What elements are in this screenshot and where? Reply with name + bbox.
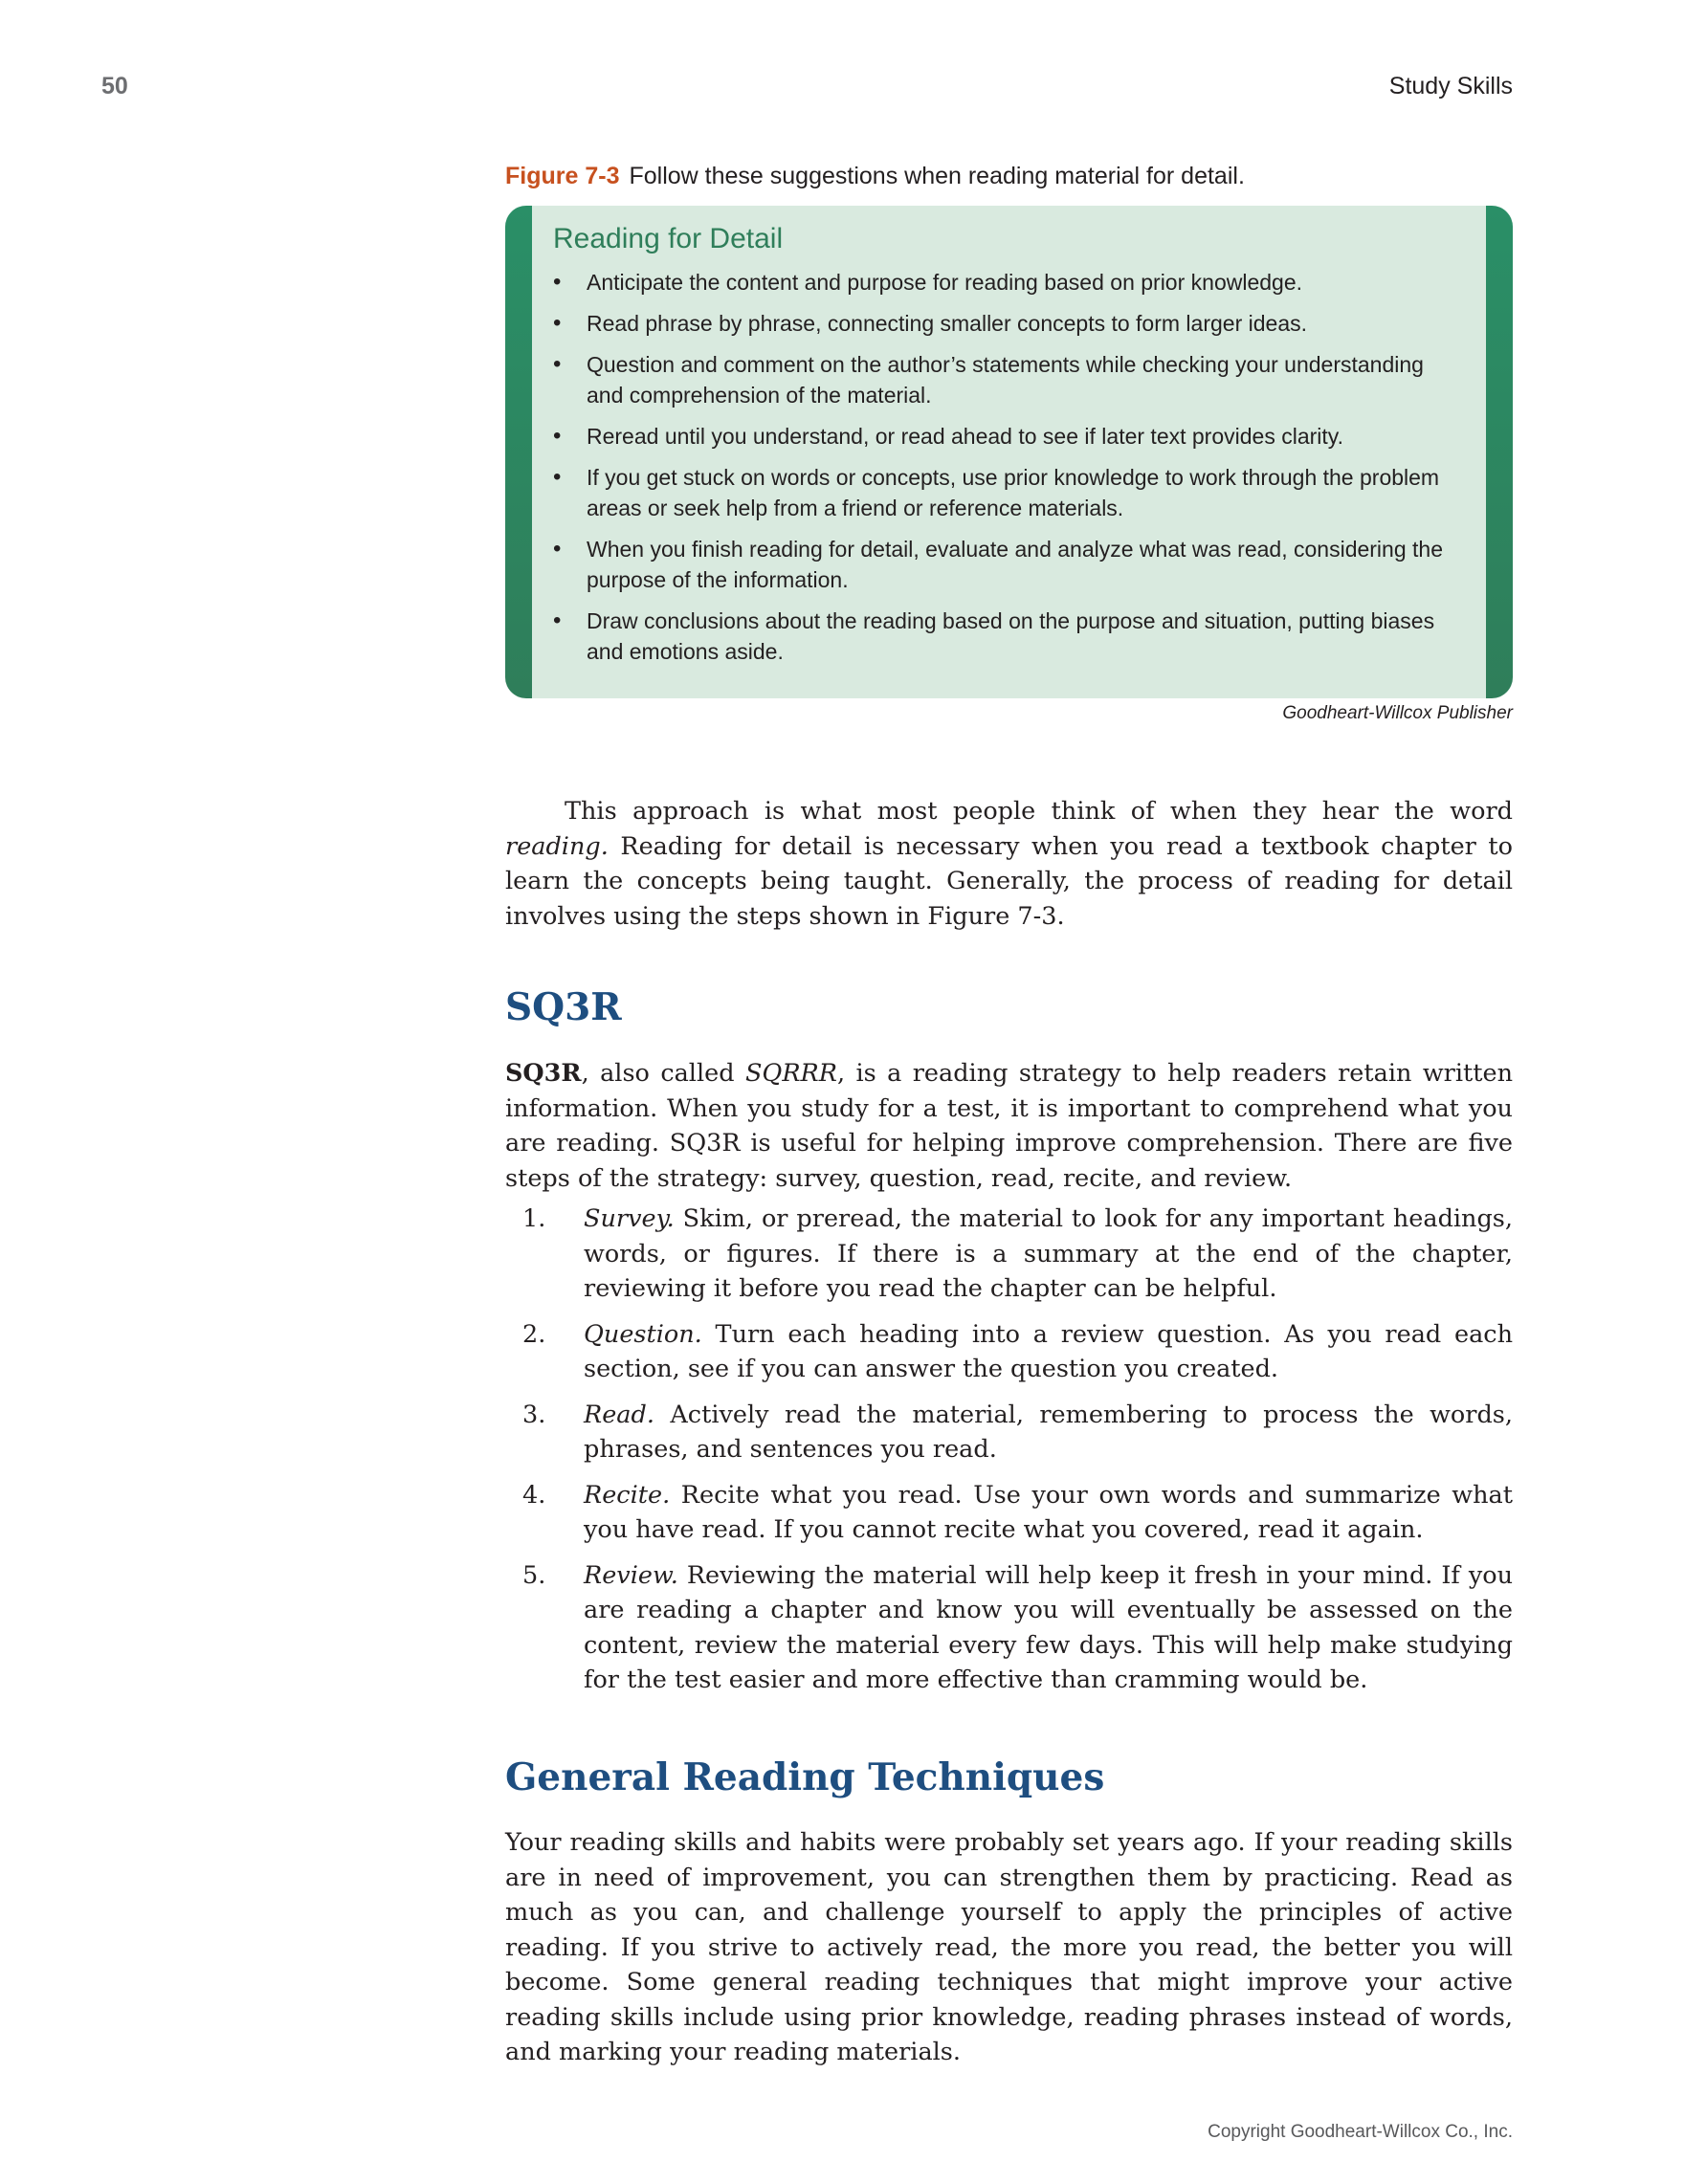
list-item: 5. Review. Reviewing the material will help keep it fresh in your mind. If you are reading a chapter and know you will eventually be assessed on the content, review the material every few days. This will help make studying for the test easier and more effective than cramming would be.	[522, 1560, 1513, 1694]
list-item: 3. Read. Actively read the material, remembering to process the words, phrases, and sentences you read.	[522, 1400, 1513, 1464]
section-heading-sq3r: SQ3R	[505, 985, 622, 1029]
bullet-icon: •	[553, 269, 562, 295]
figure-caption-text: Follow these suggestions when reading material for detail.	[629, 163, 1245, 189]
bullet-icon: •	[553, 607, 562, 633]
intro-paragraph: This approach is what most people think of when they hear the word reading. Reading for detail is necessary when you read a textbook chapter to learn the concepts being taught. Generally, the process of reading for detail involves using the steps shown in Figure 7-3.	[505, 797, 1513, 931]
list-item: 4. Recite. Recite what you read. Use your own words and summarize what you have read. If you cannot recite what you covered, read it again.	[522, 1480, 1513, 1544]
sq3r-paragraph: SQ3R, also called SQRRR, is a reading strategy to help readers retain written information. When you study for a test, it is important to comprehend what you are reading. SQ3R is useful for helping improve comprehension. There are five steps of the strategy: survey, question, read, recite, and review.	[505, 1059, 1513, 1193]
bullet-icon: •	[553, 310, 562, 336]
bullet-icon: •	[553, 464, 562, 490]
figure-box-title: Reading for Detail	[553, 223, 784, 254]
copyright-footer: Copyright Goodheart-Willcox Co., Inc.	[1208, 2122, 1513, 2142]
page-number: 50	[101, 73, 128, 99]
list-item: 1. Survey. Skim, or preread, the material to look for any important headings, words, or figures. If there is a summary at the end of the chapter, reviewing it before you read the chapter can be helpful.	[522, 1204, 1513, 1303]
list-item: • Question and comment on the author’s statements while checking your understanding and comprehension of the material.	[553, 351, 1424, 408]
list-item: • If you get stuck on words or concepts, use prior knowledge to work through the problem areas or seek help from a friend or reference materials.	[553, 464, 1440, 520]
bullet-icon: •	[553, 423, 562, 449]
running-header: Study Skills	[1388, 73, 1513, 99]
emphasis: reading.	[505, 831, 609, 861]
figure-list	[553, 267, 1465, 667]
list-item: • Anticipate the content and purpose for reading based on prior knowledge.	[553, 267, 1465, 298]
figure-label: Figure 7-3	[505, 163, 620, 189]
alt-term: SQRRR	[744, 1059, 837, 1088]
figure-box-left-bar	[505, 206, 532, 698]
list-item: 2. Question. Turn each heading into a review question. As you read each section, see if you can answer the question you created.	[522, 1319, 1513, 1383]
figure-credit: Goodheart-Willcox Publisher	[1282, 703, 1513, 723]
general-paragraph: Your reading skills and habits were probably set years ago. If your reading skills are in need of improvement, you can strengthen them by practicing. Read as much as you can, and challenge yourself to apply the principles of active reading. If you strive to actively read, the more you read, the better you will become. Some general reading techniques that might improve your active reading skills include using prior knowledge, reading phrases instead of words, and marking your reading materials.	[505, 1828, 1513, 2066]
section-heading-general: General Reading Techniques	[505, 1755, 1105, 1799]
bullet-icon: •	[553, 536, 562, 562]
figure-box	[505, 206, 1513, 698]
key-term: SQ3R	[505, 1059, 582, 1088]
figure-caption	[505, 163, 1513, 190]
figure-box-right-bar	[1486, 206, 1513, 698]
list-item: • When you finish reading for detail, evaluate and analyze what was read, considering the purpose of the information.	[553, 536, 1443, 592]
list-item: • Reread until you understand, or read ahead to see if later text provides clarity.	[553, 421, 1465, 452]
sq3r-steps	[505, 1202, 1513, 1709]
list-item: • Read phrase by phrase, connecting smaller concepts to form larger ideas.	[553, 308, 1465, 339]
list-item: • Draw conclusions about the reading based on the purpose and situation, putting biases and emotions aside.	[553, 607, 1435, 664]
bullet-icon: •	[553, 351, 562, 377]
